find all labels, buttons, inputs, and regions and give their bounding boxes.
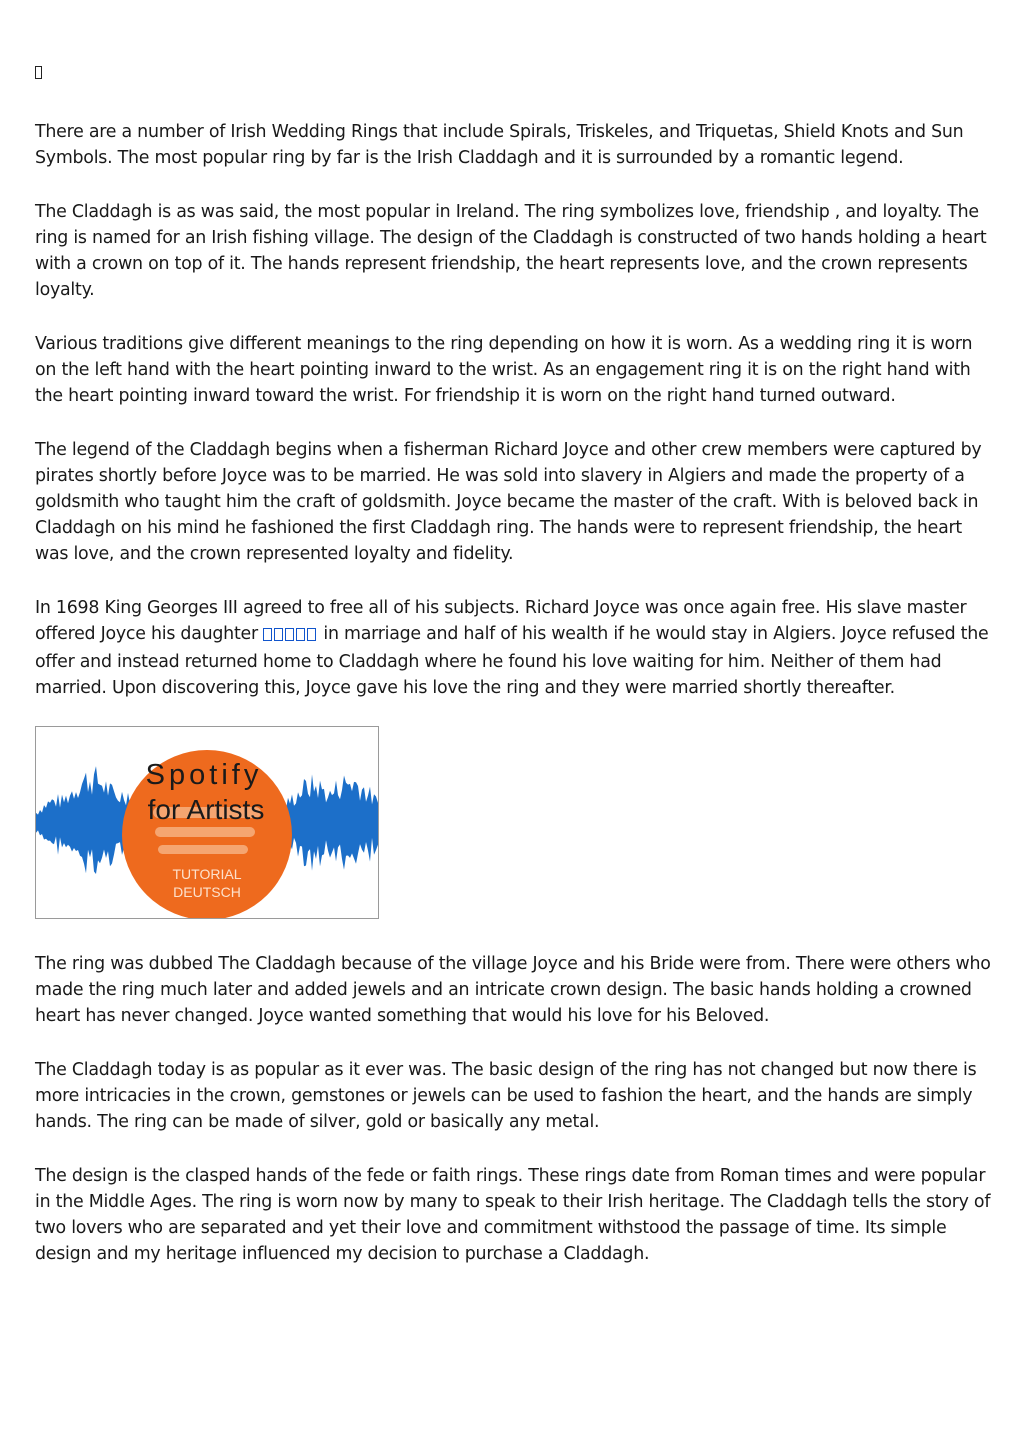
paragraph-release-end: in marriage and half of his wealth if he would stay in Algiers. Joyce refused the offer and instead returned home to Claddagh where he found his love waiting for him. Neither of them had married. Upon discovering this, Joyce gave his love the ring and they were married shortly thereafter. [35,624,989,698]
daughter-link[interactable] [263,624,318,644]
paragraph-release-start: In 1698 King Georges III agreed to free all of his subjects. Richard Joyce was once again free. His slave master offered Joyce his daughter [35,598,967,644]
paragraph-release [35,595,995,701]
paragraph-claddagh-meaning: The Claddagh is as was said, the most popular in Ireland. The ring symbolizes love, friendship , and loyalty. The ring is named for an Irish fishing village. The design of the Claddagh is constructed of two hands holding a heart with a crown on top of it. The hands represent friendship, the heart represents love, and the crown represents loyalty. [35,202,987,300]
paragraph-traditions: Various traditions give different meanings to the ring depending on how it is worn. As a wedding ring it is worn on the left hand with the heart pointing inward to the wrist. As an engagement ring it is on the right hand with the heart pointing inward toward the wrist. For friendship it is worn on the right hand turned outward. [35,334,973,406]
missing-glyph-icon [263,623,318,649]
paragraph-design: The design is the clasped hands of the fede or faith rings. These rings date from Roman times and were popular in the Middle Ages. The ring is worn now by many to speak to their Irish heritage. The Claddagh tells the story of two lovers who are separated and yet their love and commitment withstood the passage of time. Its simple design and my heritage influenced my decision to purchase a Claddagh. [35,1166,991,1264]
image-subtitle-for-artists: for Artists [147,794,265,825]
image-label-deutsch: DEUTSCH [173,884,241,900]
image-title-spotify: Spotify [145,759,263,791]
spotify-for-artists-image [35,726,379,919]
image-label-tutorial: TUTORIAL [172,866,242,882]
paragraph-intro: There are a number of Irish Wedding Rings that include Spirals, Triskeles, and Triquetas, Shield Knots and Sun Symbols. The most popular ring by far is the Irish Claddagh and it is surrounded by a romantic legend. [35,122,964,168]
spotify-bar-shape [155,827,255,837]
missing-glyph-icon [35,66,42,79]
paragraph-naming: The ring was dubbed The Claddagh because of the village Joyce and his Bride were from. There were others who made the ring much later and added jewels and an intricate crown design. The basic hands holding a crowned heart has never changed. Joyce wanted something that would his love for his Beloved. [35,954,991,1026]
spotify-bar-shape [158,845,248,854]
paragraph-today: The Claddagh today is as popular as it ever was. The basic design of the ring has not changed but now there is more intricacies in the crown, gemstones or jewels can be used to fashion the heart, and the hands are simply hands. The ring can be made of silver, gold or basically any metal. [35,1060,977,1132]
paragraph-legend: The legend of the Claddagh begins when a fisherman Richard Joyce and other crew members were captured by pirates shortly before Joyce was to be married. He was sold into slavery in Algiers and made the property of a goldsmith who taught him the craft of goldsmith. Joyce became the master of the craft. With is beloved back in Claddagh on his mind he fashioned the first Claddagh ring. The hands were to represent friendship, the heart was love, and the crown represented loyalty and fidelity. [35,440,982,564]
